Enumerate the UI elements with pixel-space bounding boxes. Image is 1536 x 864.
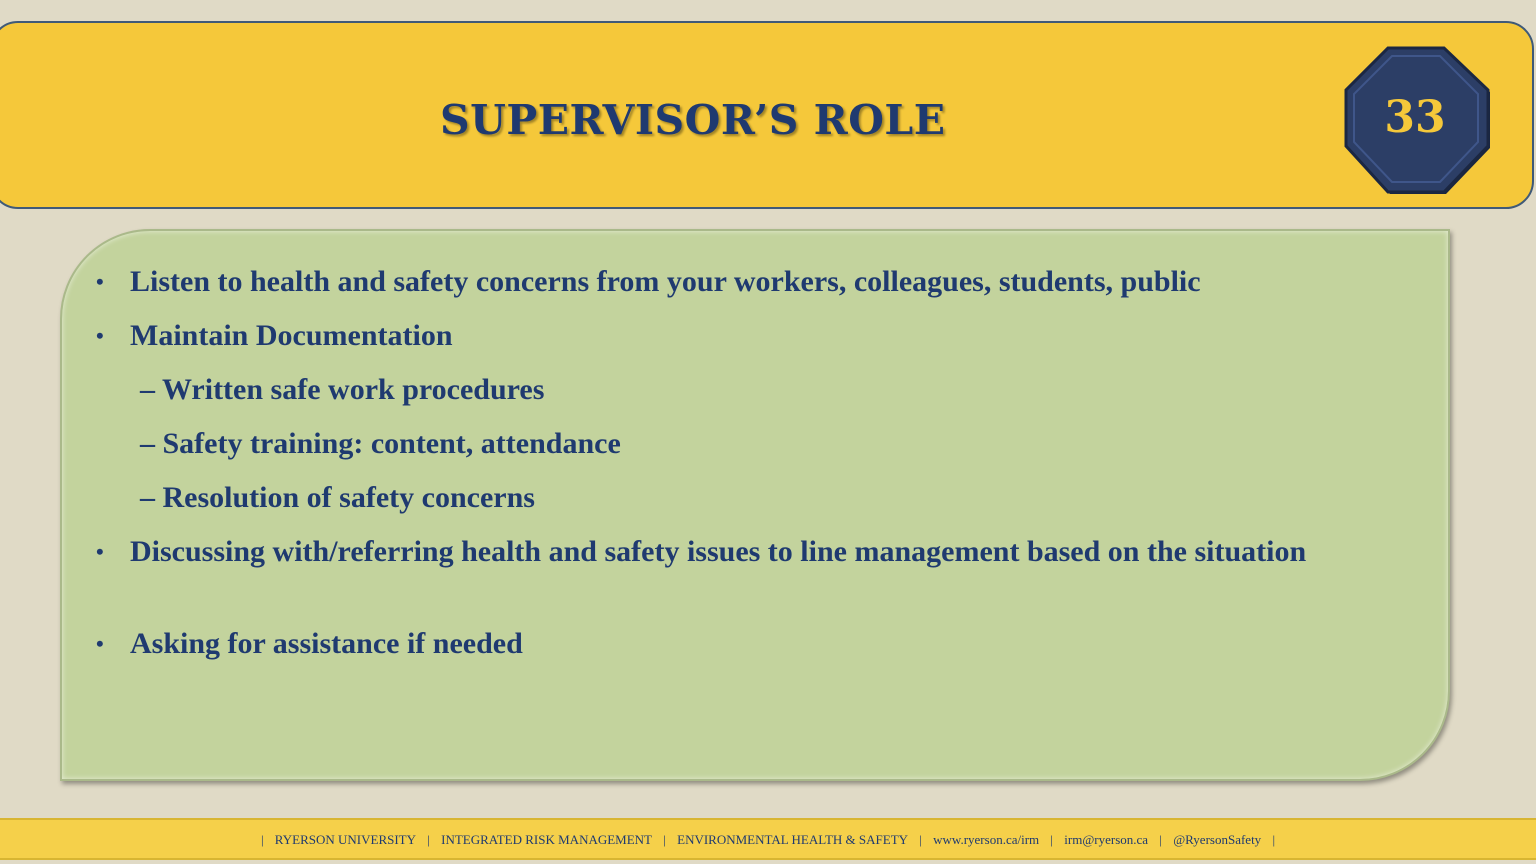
footer-separator: |	[1050, 832, 1054, 847]
footer-separator: |	[663, 832, 666, 847]
sub-bullet-item	[140, 371, 1400, 409]
bullet-text: Asking for assistance if needed	[130, 627, 523, 660]
bullet-text: Listen to health and safety concerns from your workers, colleagues, students, public	[130, 265, 1201, 298]
bullet-dot: •	[96, 323, 104, 348]
bullet-item	[96, 263, 1390, 301]
bullet-dot: •	[96, 269, 104, 294]
sub-bullet-item	[140, 425, 1400, 463]
bullet-dot: •	[96, 539, 104, 564]
sub-bullet-text: – Resolution of safety concerns	[140, 481, 535, 514]
footer-item-university: RYERSON UNIVERSITY	[274, 832, 417, 847]
bullet-item	[96, 625, 1390, 663]
footer-item-division: ENVIRONMENTAL HEALTH & SAFETY	[677, 832, 909, 847]
sub-bullet-item	[140, 479, 1400, 517]
footer-link-website[interactable]: www.ryerson.ca/irm	[933, 832, 1040, 847]
footer-link-social[interactable]: @RyersonSafety	[1173, 832, 1262, 847]
footer-link-email[interactable]: irm@ryerson.ca	[1064, 832, 1149, 847]
bullet-item	[96, 533, 1390, 571]
bullet-item	[96, 317, 1390, 355]
footer-item-department: INTEGRATED RISK MANAGEMENT	[441, 832, 653, 847]
footer-bar	[0, 818, 1536, 860]
footer-text	[0, 832, 1536, 848]
bullet-text: Maintain Documentation	[130, 319, 453, 352]
footer-separator: |	[1272, 832, 1276, 847]
footer-separator: |	[919, 832, 922, 847]
footer-separator: |	[260, 832, 264, 847]
bullet-dot: •	[96, 631, 104, 656]
slide-number-badge	[1342, 46, 1492, 196]
sub-bullet-text: – Written safe work procedures	[140, 373, 545, 406]
footer-separator: |	[1159, 832, 1162, 847]
slide-title: SUPERVISOR’S ROLE	[440, 96, 946, 144]
content-panel	[60, 229, 1450, 781]
footer-separator: |	[427, 832, 430, 847]
bullet-text: Discussing with/referring health and safety issues to line management based on the situation	[130, 535, 1307, 568]
sub-bullet-text: – Safety training: content, attendance	[140, 427, 621, 460]
slide-number: 33	[1384, 92, 1446, 143]
